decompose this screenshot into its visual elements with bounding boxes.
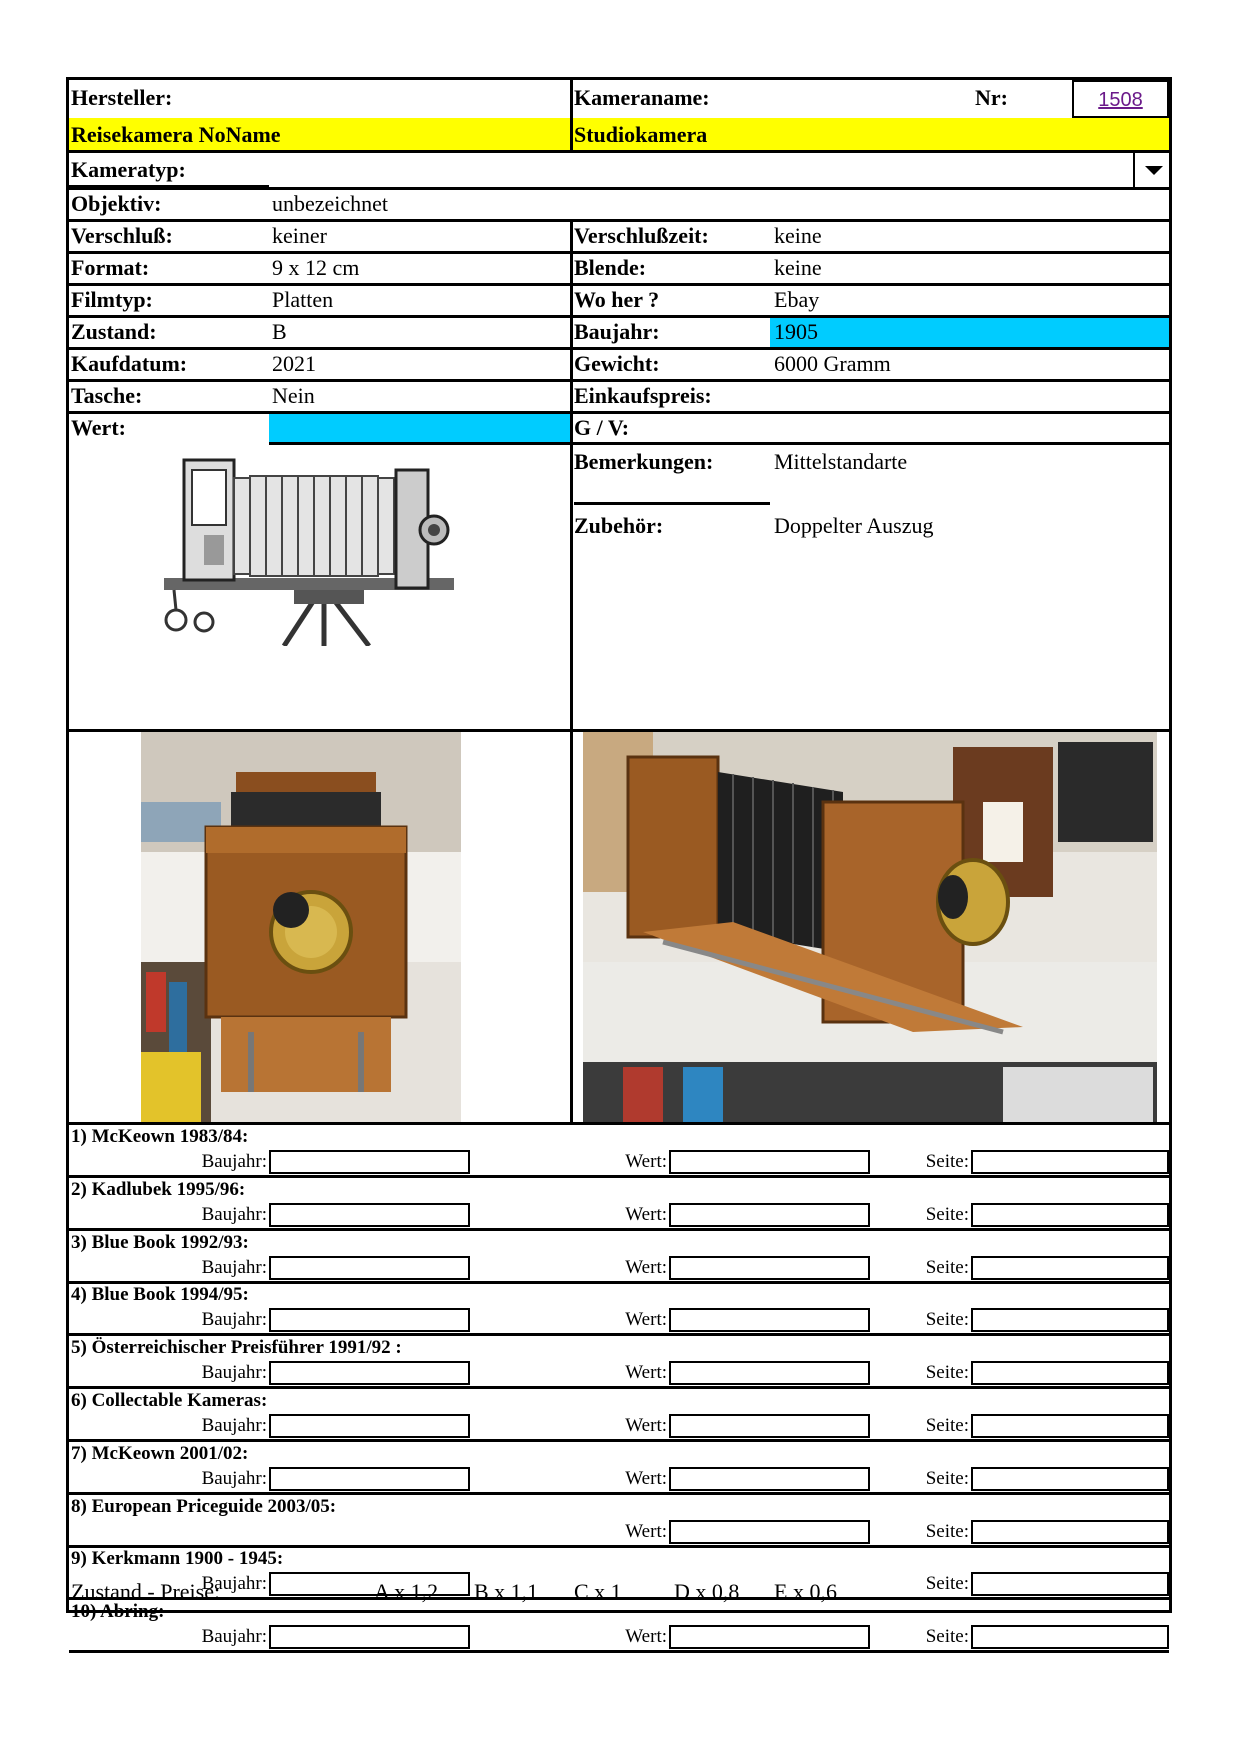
hersteller-value: Reisekamera NoName (71, 122, 281, 147)
camera-photo-side (583, 732, 1157, 1122)
divider (69, 187, 1169, 190)
filmtyp-value: Platten (272, 287, 334, 312)
verschluss-label: Verschluß: (71, 223, 173, 248)
factor-e: E x 0,6 (774, 1579, 837, 1604)
wert-field-label: Wert: (625, 1626, 667, 1647)
bemerkungen-label: Bemerkungen: (574, 449, 714, 474)
baujahr-highlight (770, 318, 1169, 347)
divider (269, 442, 570, 445)
seite-input[interactable] (971, 1572, 1169, 1596)
objektiv-label: Objektiv: (71, 191, 162, 216)
price-source-title: 10) Abring: (71, 1601, 165, 1622)
seite-input[interactable] (971, 1625, 1169, 1649)
zustand-label: Zustand: (71, 319, 157, 344)
seite-input[interactable] (971, 1520, 1169, 1544)
price-source-title: 5) Österreichischer Preisführer 1991/92 : (71, 1337, 402, 1358)
camera-photo-front (141, 732, 461, 1122)
woher-label: Wo her ? (574, 287, 660, 312)
zubehoer-value: Doppelter Auszug (774, 513, 934, 538)
baujahr-input[interactable] (269, 1467, 470, 1491)
baujahr-field-label: Baujahr: (201, 1362, 267, 1383)
seite-field-label: Seite: (925, 1468, 969, 1489)
wert-label: Wert: (71, 415, 126, 440)
baujahr-field-label: Baujahr: (201, 1309, 267, 1330)
baujahr-input[interactable] (269, 1256, 470, 1280)
seite-input[interactable] (971, 1308, 1169, 1332)
blende-value: keine (774, 255, 822, 280)
price-source-title: 8) European Priceguide 2003/05: (71, 1496, 337, 1517)
divider (69, 1650, 1169, 1653)
seite-field-label: Seite: (925, 1573, 969, 1594)
divider (69, 1228, 1169, 1231)
wert-field-label: Wert: (625, 1362, 667, 1383)
bemerkungen-value: Mittelstandarte (774, 449, 908, 474)
divider (69, 1492, 1169, 1495)
verschluss-value: keiner (272, 223, 327, 248)
zustand-preise-label: Zustand - Preise: (71, 1579, 221, 1604)
baujahr-field-label: Baujahr: (201, 1626, 267, 1647)
wert-field-label: Wert: (625, 1468, 667, 1489)
kaufdatum-label: Kaufdatum: (71, 351, 188, 376)
price-source-title: 7) McKeown 2001/02: (71, 1443, 249, 1464)
chevron-down-icon (1145, 166, 1163, 175)
woher-value: Ebay (774, 287, 820, 312)
nr-link[interactable]: 1508 (1072, 80, 1169, 118)
tasche-value: Nein (272, 383, 315, 408)
seite-input[interactable] (971, 1467, 1169, 1491)
seite-field-label: Seite: (925, 1626, 969, 1647)
seite-field-label: Seite: (925, 1204, 969, 1225)
gewicht-label: Gewicht: (574, 351, 660, 376)
baujahr-field-label: Baujahr: (201, 1204, 267, 1225)
seite-input[interactable] (971, 1203, 1169, 1227)
seite-field-label: Seite: (925, 1415, 969, 1436)
divider (69, 1439, 1169, 1442)
seite-input[interactable] (971, 1150, 1169, 1174)
divider (69, 1386, 1169, 1389)
price-source-title: 4) Blue Book 1994/95: (71, 1284, 249, 1305)
zustand-value: B (272, 319, 287, 344)
seite-input[interactable] (971, 1256, 1169, 1280)
wert-field-label: Wert: (625, 1151, 667, 1172)
wert-highlight (269, 414, 570, 442)
wert-field-label: Wert: (625, 1521, 667, 1542)
baujahr-field-label: Baujahr: (201, 1151, 267, 1172)
baujahr-input[interactable] (269, 1361, 470, 1385)
seite-field-label: Seite: (925, 1521, 969, 1542)
gv-label: G / V: (574, 415, 630, 440)
wert-field-label: Wert: (625, 1257, 667, 1278)
seite-field-label: Seite: (925, 1309, 969, 1330)
factor-c: C x 1 (574, 1579, 622, 1604)
price-source-title: 3) Blue Book 1992/93: (71, 1232, 249, 1253)
divider (574, 502, 770, 505)
kaufdatum-value: 2021 (272, 351, 316, 376)
gewicht-value: 6000 Gramm (774, 351, 891, 376)
kameraname-value: Studiokamera (574, 122, 708, 147)
format-label: Format: (71, 255, 150, 280)
blende-label: Blende: (574, 255, 647, 280)
objektiv-value: unbezeichnet (272, 191, 389, 216)
price-source-title: 2) Kadlubek 1995/96: (71, 1179, 246, 1200)
factor-d: D x 0,8 (674, 1579, 740, 1604)
seite-field-label: Seite: (925, 1362, 969, 1383)
wert-field-label: Wert: (625, 1204, 667, 1225)
price-source-title: 9) Kerkmann 1900 - 1945: (71, 1548, 284, 1569)
baujahr-value: 1905 (774, 319, 818, 344)
camera-sketch-image (164, 450, 474, 646)
baujahr-input[interactable] (269, 1150, 470, 1174)
tasche-label: Tasche: (71, 383, 143, 408)
baujahr-input[interactable] (269, 1203, 470, 1227)
seite-input[interactable] (971, 1361, 1169, 1385)
baujahr-field-label: Baujahr: (201, 1468, 267, 1489)
seite-field-label: Seite: (925, 1151, 969, 1172)
divider (570, 118, 573, 152)
divider (570, 442, 1169, 445)
baujahr-input[interactable] (269, 1625, 470, 1649)
seite-input[interactable] (971, 1414, 1169, 1438)
factor-a: A x 1,2 (374, 1579, 439, 1604)
divider (69, 1122, 1169, 1125)
divider (570, 219, 573, 445)
baujahr-field-label: Baujahr: (201, 1573, 267, 1594)
divider (69, 1333, 1169, 1336)
divider (570, 445, 573, 729)
kameratyp-label: Kameratyp: (71, 157, 186, 182)
kameraname-label: Kameraname: (574, 85, 710, 110)
kameratyp-dropdown-button[interactable] (1133, 153, 1169, 187)
format-value: 9 x 12 cm (272, 255, 360, 280)
verschlusszeit-label: Verschlußzeit: (574, 223, 709, 248)
einkaufspreis-label: Einkaufspreis: (574, 383, 712, 408)
baujahr-input[interactable] (269, 1572, 470, 1596)
wert-field-label: Wert: (625, 1309, 667, 1330)
verschlusszeit-value: keine (774, 223, 822, 248)
divider (69, 150, 1169, 153)
baujahr-input[interactable] (269, 1414, 470, 1438)
filmtyp-label: Filmtyp: (71, 287, 153, 312)
divider (570, 732, 573, 1122)
wert-field-label: Wert: (625, 1415, 667, 1436)
baujahr-label: Baujahr: (574, 319, 660, 344)
zubehoer-label: Zubehör: (574, 513, 664, 538)
divider (69, 1175, 1169, 1178)
hersteller-label: Hersteller: (71, 85, 173, 110)
price-source-title: 6) Collectable Kameras: (71, 1390, 268, 1411)
factor-b: B x 1,1 (474, 1579, 539, 1604)
nr-label: Nr: (975, 85, 1008, 110)
baujahr-field-label: Baujahr: (201, 1415, 267, 1436)
camera-record-sheet (66, 77, 1172, 1647)
price-source-title: 1) McKeown 1983/84: (71, 1126, 249, 1147)
seite-field-label: Seite: (925, 1257, 969, 1278)
baujahr-input[interactable] (269, 1308, 470, 1332)
baujahr-field-label: Baujahr: (201, 1257, 267, 1278)
